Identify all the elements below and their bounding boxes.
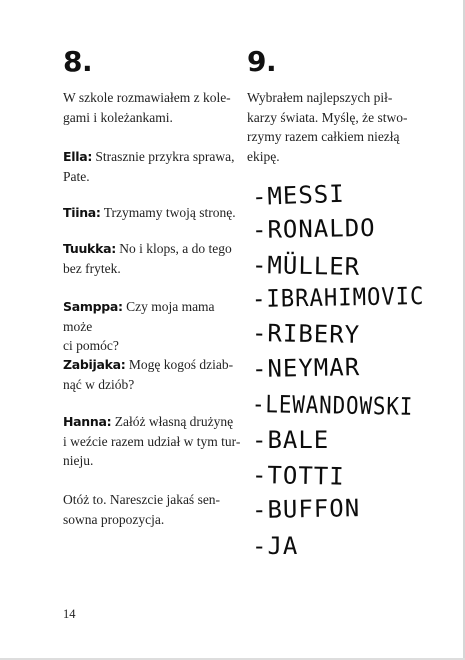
speaker-name: Tuukka: (63, 241, 116, 256)
dialogue-text: Pate. (63, 168, 90, 184)
dialogue-text: Trzymamy twoją stronę. (100, 205, 236, 220)
player-entry: -BALE (252, 426, 330, 454)
intro-right-line: rzymy razem całkiem niezłą (247, 129, 400, 144)
player-entry: -RIBERY (251, 319, 361, 349)
intro-paragraph-right (247, 88, 427, 166)
dialogue-text: Czy moja mama może (63, 299, 215, 334)
closing-paragraph (63, 490, 243, 529)
dialogue-text: Mogę kogoś dziab- (125, 357, 234, 372)
player-entry: -RONALDO (251, 213, 376, 244)
dialogue-text: i weźcie razem udział w tym tur- (63, 433, 241, 449)
intro-right-line: karzy świata. Myślę, że stwo- (247, 109, 408, 125)
dialogue-text: No i klops, a do tego (115, 241, 232, 256)
speaker-name: Zabijaka: (63, 357, 126, 372)
chapter-number-8: 8. (63, 45, 93, 78)
player-entry: -BUFFON (251, 494, 361, 524)
dialogue-entry-ella (63, 147, 243, 186)
dialogue-entry-tiina (63, 203, 243, 223)
speaker-name: Ella: (63, 149, 93, 164)
player-entry: -JA (252, 532, 299, 560)
speaker-name: Tiina: (63, 205, 101, 220)
closing-line: sowna propozycja. (63, 511, 165, 527)
player-entry: -IBRAHIMOVIC (251, 281, 425, 313)
dialogue-text: bez frytek. (63, 260, 121, 276)
dialogue-entry-samppa (63, 297, 243, 356)
intro-right-line: ekipę. (247, 148, 280, 164)
speaker-name: Hanna: (63, 414, 112, 429)
dialogue-entry-tuukka (63, 239, 243, 278)
dialogue-text: nieju. (63, 453, 94, 468)
dialogue-entry-hanna (63, 412, 243, 471)
intro-right-line: Wybrałem najlepszych pił- (247, 90, 393, 105)
dialogue-text: Załóż własną drużynę (111, 414, 234, 429)
intro-left-line: W szkole rozmawiałem z kole- (63, 90, 231, 105)
dialogue-text: nąć w dziób? (63, 376, 135, 392)
player-entry: -TOTTI (251, 461, 345, 491)
page-number: 14 (63, 607, 76, 621)
player-entry: -MESSI (251, 179, 346, 211)
intro-left-line: gami i koleżankami. (63, 109, 173, 125)
player-entry: -LEWANDOWSKI (251, 390, 414, 421)
closing-line: Otóż to. Nareszcie jakaś sen- (63, 492, 221, 507)
speaker-name: Samppa: (63, 299, 123, 314)
intro-paragraph-left (63, 88, 243, 127)
dialogue-entry-zabijaka (63, 355, 243, 394)
dialogue-text: Strasznie przykra sprawa, (92, 149, 235, 164)
player-entry: -NEYMAR (251, 353, 361, 383)
chapter-number-9: 9. (247, 45, 277, 78)
player-entry: -MÜLLER (251, 251, 361, 281)
dialogue-text: ci pomóc? (63, 338, 119, 353)
